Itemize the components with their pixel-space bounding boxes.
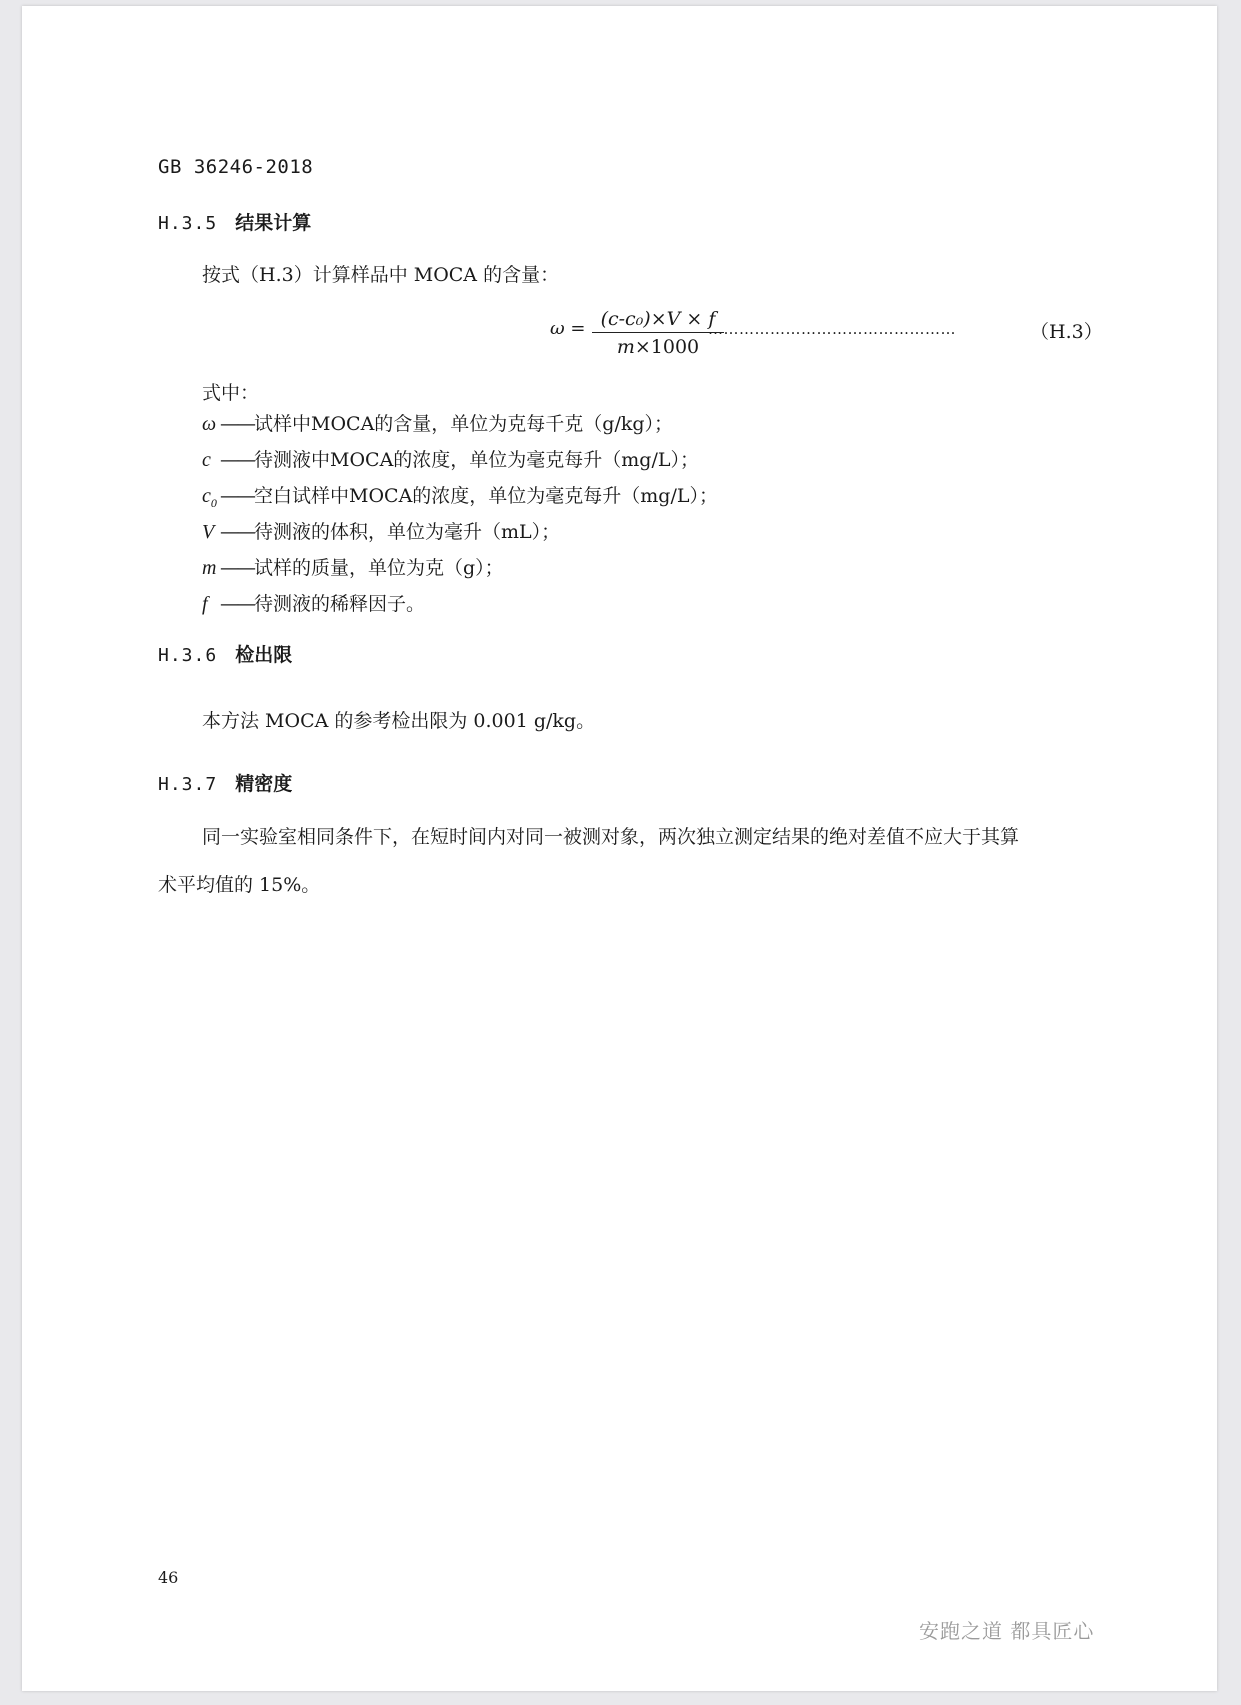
section-heading-h35 — [158, 208, 311, 235]
section-number: H.3.6 — [158, 645, 218, 666]
detection-limit-text: 本方法 MOCA 的参考检出限为 0.001 g/kg。 — [202, 710, 596, 732]
variable-row-v: V ——待测液的体积，单位为毫升（mL）； — [202, 514, 718, 550]
section-title: 结果计算 — [235, 212, 312, 234]
formula-intro: 按式（H.3）计算样品中 MOCA 的含量： — [202, 264, 560, 286]
formula-lhs: ω = — [550, 318, 586, 339]
variable-symbol: V — [202, 521, 215, 543]
section-number: H.3.7 — [158, 774, 218, 795]
section-heading-h36 — [158, 640, 292, 667]
variable-description: 空白试样中MOCA的浓度，单位为毫克每升（mg/L）； — [254, 485, 718, 507]
variable-row-m: m ——试样的质量，单位为克（g）； — [202, 550, 718, 586]
variable-symbol: ω — [202, 413, 217, 435]
denominator-variable: m — [616, 336, 635, 358]
section-title: 检出限 — [235, 644, 293, 666]
variable-description: 待测液中MOCA的浓度，单位为毫克每升（mg/L）； — [254, 449, 699, 471]
denominator-rest: ×1000 — [634, 336, 700, 358]
precision-text-line1: 同一实验室相同条件下，在短时间内对同一被测对象，两次独立测定结果的绝对差值不应大于其算 — [202, 826, 1020, 848]
variable-row-omega: ω ——试样中MOCA的含量，单位为克每千克（g/kg）； — [202, 406, 718, 442]
variable-row-c: c ——待测液中MOCA的浓度，单位为毫克每升（mg/L）； — [202, 442, 718, 478]
variable-row-c0: $c_0$ ——空白试样中MOCA的浓度，单位为毫克每升（mg/L）； — [202, 478, 718, 514]
variable-description: 待测液的体积，单位为毫升（mL）； — [254, 521, 561, 543]
page-number: 46 — [158, 1568, 179, 1587]
document-page — [22, 6, 1217, 1691]
variable-row-f: f ——待测液的稀释因子。 — [202, 586, 718, 622]
variable-symbol: c — [202, 449, 211, 471]
variable-symbol: $c_0$ — [202, 485, 217, 510]
section-heading-h37 — [158, 769, 292, 796]
formula-leader-dots: ………………………………………… — [708, 320, 956, 338]
precision-text-line2: 术平均值的 15%。 — [158, 874, 321, 896]
formula-label: （H.3） — [1030, 321, 1103, 343]
variable-description: 试样中MOCA的含量，单位为克每千克（g/kg）； — [254, 413, 674, 435]
section-title: 精密度 — [235, 773, 293, 795]
variable-description: 试样的质量，单位为克（g）； — [254, 557, 504, 579]
watermark-text: 安跑之道 都具匠心 — [919, 1619, 1095, 1643]
variable-symbol: m — [202, 557, 217, 579]
section-number: H.3.5 — [158, 213, 218, 234]
where-label: 式中： — [202, 382, 260, 404]
formula-h3 — [550, 306, 1103, 366]
standard-code: GB 36246-2018 — [158, 156, 314, 178]
variable-symbol: f — [202, 593, 208, 615]
variable-list — [202, 406, 718, 622]
variable-description: 待测液的稀释因子。 — [254, 593, 426, 615]
formula-numerator: (c-c₀)×V × f — [600, 308, 716, 330]
